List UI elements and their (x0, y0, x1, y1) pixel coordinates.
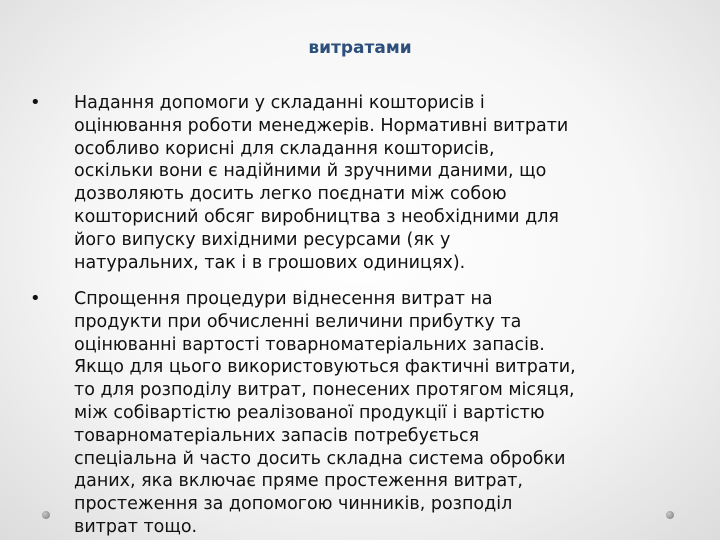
text-line: спеціальна й часто досить складна система обробки (74, 448, 566, 469)
text-line: витрат тощо. (74, 516, 198, 537)
text-line: оцінювання роботи менеджерів. Нормативні витрати (74, 115, 569, 136)
text-line: його випуску вихідними ресурсами (як у (74, 229, 451, 250)
text-line: натуральних, так і в грошових одиницях). (74, 252, 466, 273)
text-line: даних, яка включає пряме простеження витрат, (74, 471, 523, 492)
corner-dot-icon (42, 511, 50, 519)
text-line: товарноматеріальних запасів потребується (74, 425, 480, 446)
corner-dot-icon (666, 511, 674, 519)
text-line: продукти при обчисленні величини прибутку та (74, 311, 522, 332)
text-line: простеження за допомогою чинників, розподіл (74, 494, 513, 515)
text-line: Якщо для цього використовуються фактичні витрати, (74, 357, 576, 378)
slide-title: витратами (308, 38, 412, 58)
text-line: особливо корисні для складання кошторисів, (74, 138, 495, 159)
text-line: кошторисний обсяг виробництва з необхідними для (74, 206, 559, 227)
bullet-dot-icon: • (30, 92, 41, 113)
text-line: то для розподілу витрат, понесених протягом місяця, (74, 380, 575, 401)
text-line: Надання допомоги у складанні кошторисів і (74, 93, 485, 113)
text-line: між собівартістю реалізованої продукції і вартістю (74, 402, 545, 423)
bullet-text (74, 288, 694, 539)
bullet-dot-icon: • (30, 288, 41, 309)
text-line: Спрощення процедури віднесення витрат на (74, 289, 493, 309)
title-cut-line (0, 0, 720, 8)
text-line: оскільки вони є надійними й зручними даними, що (74, 161, 547, 182)
bullet-text (74, 92, 694, 274)
text-line: дозволяють досить легко поєднати між собою (74, 184, 507, 205)
text-line: оцінюванні вартості товарноматеріальних запасів. (74, 334, 545, 355)
